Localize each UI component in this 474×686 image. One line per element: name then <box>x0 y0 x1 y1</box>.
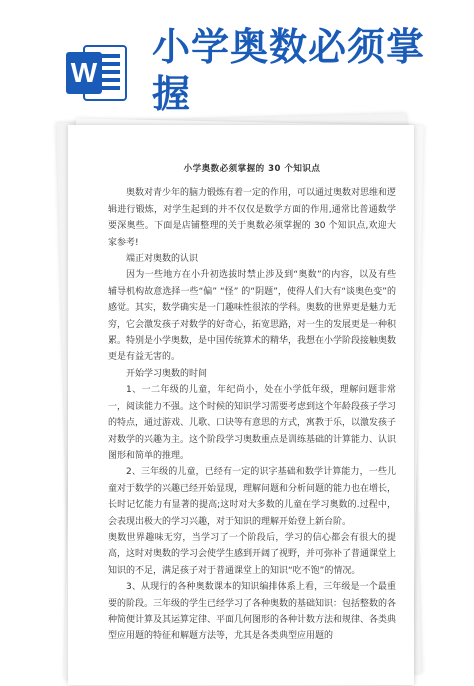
document-title: 小学奥数必须掌握的 30 个知识点 <box>183 164 321 174</box>
word-icon-letter: W <box>70 57 98 88</box>
section-heading-1: 端正对奥数的认识 <box>126 254 199 265</box>
document-page <box>68 125 414 685</box>
intro-paragraph: 奥数对青少年的脑力锻炼有着一定的作用，可以通过奥数对思维和逻辑进行锻炼，对学生起到的并不仅仅是数学方面的作用,通常比普通数学要深奥些。下面是店铺整理的关于奥数必须掌握的 30 个知识点,欢迎大家参考! <box>108 188 397 248</box>
paragraph-3: 2、三年级的儿童，已经有一定的识字基础和数学计算能力，一些儿童对于数学的兴趣已经开始显现，理解问题和分析问题的能力也在增长，长时记忆能力有显著的提高;这时对大多数的儿童在学习奥数的.过程中，会表现出极大的学习兴趣，对于知识的理解开始登上新台阶。 <box>108 467 397 527</box>
paragraph-1: 因为一些地方在小升初选拔时禁止涉及到“奥数”的内容，以及有些辅导机构故意选择一些“偏” “怪” 的“阴题”，使得人们大有“谈奥色变”的感觉。其实，数学确实是一门趣味性很浓的学科。奥数的世界更是魅力无穷，它会激发孩子对数学的好奇心，拓宽思路，对一生的发展更是一种积累。特别是小学奥数，是中国传统算术的精华，我想在小学阶段接触奥数更是有益无害的。 <box>108 270 397 363</box>
paragraph-4: 奥数世界趣味无穷，当学习了一个阶段后，学习的信心都会有很大的提高，这时对奥数的学习会使学生感到开阔了视野，并可弥补了普通课堂上知识的不足，满足孩子对于普通课堂上的知识“吃不饱”的情况。 <box>108 532 397 576</box>
paragraph-5: 3、从现行的各种奥数课本的知识编排体系上看，三年级是一个最重要的阶段。三年级的学生已经学习了各种奥数的基础知识：包括整数的各种简便计算及其运算定律、平面几何图形的各种计数方法和规律、各类典型应用题的特征和解题方法等，尤其是各类典型应用题的 <box>108 582 397 642</box>
paragraph-2: 1、一二年级的儿童，年纪尚小，处在小学低年级，理解问题非常一，阅读能力不强。这个时候的知识学习需要考虑到这个年龄段孩子学习的特点，通过游戏、儿歌、口诀等有意思的方式，寓教于乐，以激发孩子对数学的兴趣为主。这个阶段学习奥数重点是训练基础的计算能力、认识图形和简单的推理。 <box>108 385 397 461</box>
banner-title-line-1: 小学奥数必须掌握 <box>152 25 426 116</box>
section-heading-2: 开始学习奥数的时间 <box>126 368 208 379</box>
word-document-icon <box>66 44 128 102</box>
